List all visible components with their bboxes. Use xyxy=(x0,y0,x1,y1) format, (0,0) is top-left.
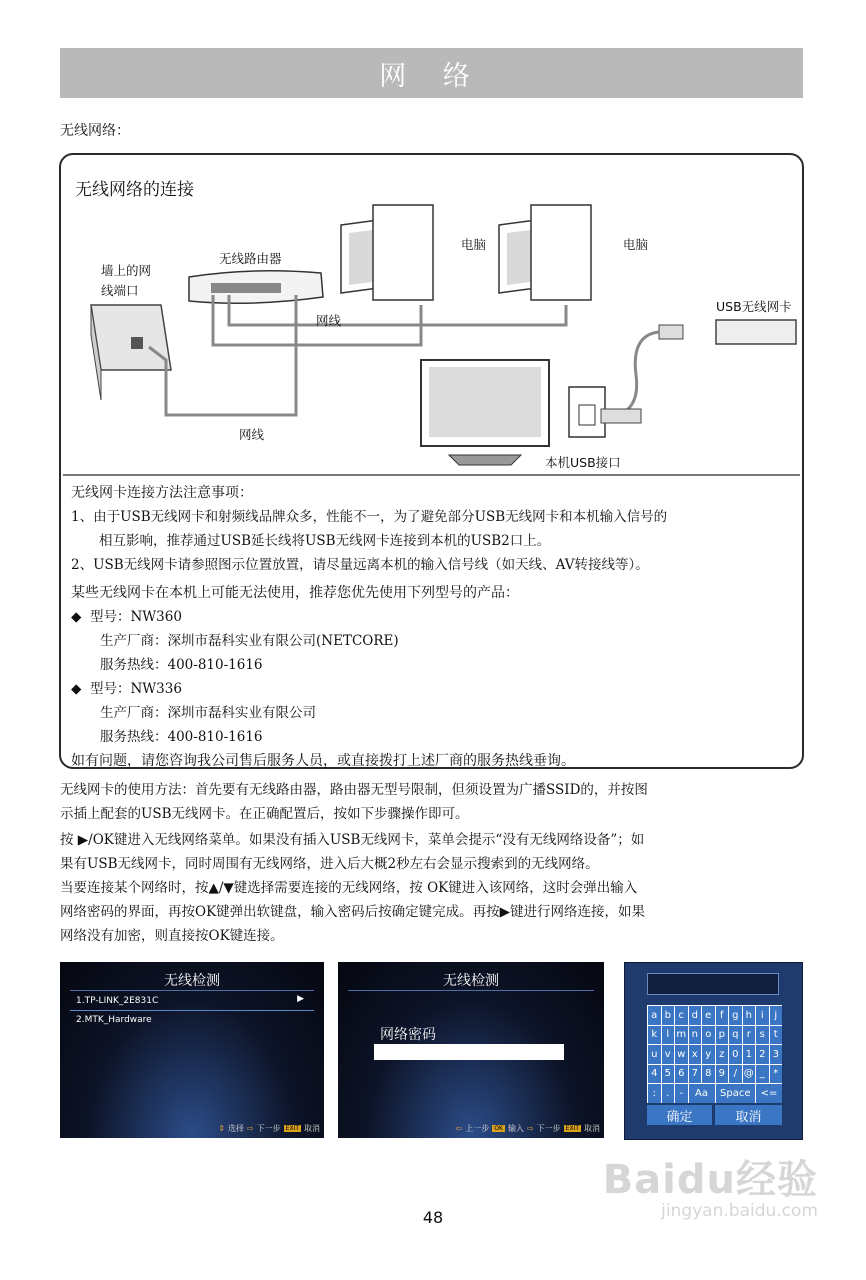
connect-line-1: 当要连接某个网络时，按▲/▼键选择需要连接的无线网络，按 OK键进入该网络，这时会弹出输入 xyxy=(60,880,638,896)
note-item-2: 2、USB无线网卡请参照图示位置放置，请尽量远离本机的输入信号线（如天线、AV转接线等）。 xyxy=(71,557,649,573)
keyboard-key[interactable]: @ xyxy=(743,1065,756,1084)
wireless-info-box xyxy=(59,153,804,769)
keyboard-key[interactable]: : xyxy=(648,1084,661,1103)
keyboard-key[interactable]: r xyxy=(743,1026,756,1045)
password-label: 网络密码 xyxy=(380,1027,436,1043)
keyboard-key[interactable]: h xyxy=(743,1006,756,1025)
product-1-model-row xyxy=(71,605,792,629)
wall-port-icon xyxy=(131,337,143,349)
keyboard-key[interactable]: d xyxy=(689,1006,702,1025)
usb-extension-cable xyxy=(609,332,659,417)
footer-input: 输入 xyxy=(507,1124,524,1133)
product-1-model: 型号：NW360 xyxy=(89,609,182,625)
network-item-1[interactable]: 1.TP-LINK_2E831C xyxy=(76,996,159,1006)
diagram-illustration xyxy=(61,155,802,475)
keyboard-key[interactable]: 0 xyxy=(729,1045,742,1064)
router-label: 无线路由器 xyxy=(219,251,282,266)
pc2-tower-icon xyxy=(531,205,591,300)
connect-line-3: 网络没有加密，则直接按OK键连接。 xyxy=(60,928,284,944)
product-1-maker: 生产厂商：深圳市磊科实业有限公司(NETCORE) xyxy=(100,633,399,649)
right-arrow-icon: ⇨ xyxy=(246,1124,254,1133)
keyboard-key[interactable]: 6 xyxy=(675,1065,688,1084)
page-title: 网 络 xyxy=(379,60,484,92)
section-label: 无线网络： xyxy=(60,123,130,139)
keyboard-key[interactable]: m xyxy=(675,1026,688,1045)
pc2-label: 电脑 xyxy=(623,237,649,252)
screen-wifi-list xyxy=(60,962,324,1138)
cable-label-upper: 网线 xyxy=(316,313,342,328)
footer-prev: 上一步 xyxy=(465,1124,490,1133)
cable-label-lower: 网线 xyxy=(239,427,265,442)
keyboard-key[interactable]: 9 xyxy=(716,1065,729,1084)
left-arrow-icon: ⇦ xyxy=(455,1124,463,1133)
keyboard-key[interactable]: a xyxy=(648,1006,661,1025)
menu-line-1: 按 ▶/OK键进入无线网络菜单。如果没有插入USB无线网卡，菜单会提示“没有无线网络设备”；如 xyxy=(60,832,645,848)
play-arrow-icon: ▶ xyxy=(297,994,304,1004)
pc1-label: 电脑 xyxy=(461,237,487,252)
product-2-hotline: 服务热线：400-810-1616 xyxy=(100,729,263,745)
exit-badge: EXIT xyxy=(565,1125,579,1132)
notes-footer: 如有问题，请您咨询我公司售后服务人员，或直接拨打上述厂商的服务热线垂询。 xyxy=(71,753,575,769)
screen2-footer xyxy=(456,1123,600,1134)
keyboard-key[interactable]: n xyxy=(689,1026,702,1045)
right-arrow-icon: ⇨ xyxy=(526,1124,534,1133)
keyboard-key[interactable]: q xyxy=(729,1026,742,1045)
keyboard-key[interactable]: 2 xyxy=(756,1045,769,1064)
keyboard-key[interactable]: g xyxy=(729,1006,742,1025)
keyboard-key[interactable]: - xyxy=(675,1084,688,1103)
keyboard-key[interactable]: b xyxy=(662,1006,675,1025)
recommend-text: 某些无线网卡在本机上可能无法使用，推荐您优先使用下列型号的产品： xyxy=(71,585,519,601)
keyboard-key[interactable]: Aa xyxy=(689,1084,715,1103)
keyboard-key[interactable]: _ xyxy=(756,1065,769,1084)
keyboard-key[interactable]: 5 xyxy=(662,1065,675,1084)
product-1-hotline: 服务热线：400-810-1616 xyxy=(100,657,263,673)
connection-diagram xyxy=(61,155,802,475)
keyboard-key[interactable]: w xyxy=(675,1045,688,1064)
updown-icon: ⇕ xyxy=(218,1124,225,1133)
footer-cancel: 取消 xyxy=(584,1124,600,1133)
watermark-url: jingyan.baidu.com xyxy=(661,1201,818,1221)
keyboard-key[interactable]: . xyxy=(662,1084,675,1103)
usb-dongle-label: USB无线网卡 xyxy=(716,299,792,314)
cancel-button[interactable]: 取消 xyxy=(715,1105,782,1125)
network-item-2[interactable]: 2.MTK_Hardware xyxy=(76,1015,152,1025)
keyboard-key[interactable]: p xyxy=(716,1026,729,1045)
menu-paragraph xyxy=(60,828,805,876)
note-item-1-line1: 1、由于USB无线网卡和射频线品牌众多，性能不一，为了避免部分USB无线网卡和本机输入信号的 xyxy=(71,509,668,525)
diamond-bullet-icon: ◆ xyxy=(71,609,82,625)
footer-select: 选择 xyxy=(227,1124,244,1133)
pc1-tower-icon xyxy=(373,205,433,300)
keyboard-key[interactable]: k xyxy=(648,1026,661,1045)
keyboard-input-display xyxy=(647,973,779,995)
screen2-title: 无线检测 xyxy=(443,973,499,989)
keyboard-key[interactable]: f xyxy=(716,1006,729,1025)
keyboard-key[interactable]: i xyxy=(756,1006,769,1025)
keyboard-key[interactable]: / xyxy=(729,1065,742,1084)
page-header xyxy=(60,48,803,98)
keyboard-key[interactable]: s xyxy=(756,1026,769,1045)
connect-paragraph xyxy=(60,876,805,948)
keyboard-key[interactable]: Space xyxy=(716,1084,756,1103)
keyboard-key[interactable]: 3 xyxy=(770,1045,783,1064)
connect-line-2: 网络密码的界面，再按OK键弹出软键盘，输入密码后按确定键完成。再按▶键进行网络连接，如果 xyxy=(60,904,646,920)
keyboard-keys xyxy=(648,1006,782,1103)
keyboard-key[interactable]: c xyxy=(675,1006,688,1025)
product-2-maker: 生产厂商：深圳市磊科实业有限公司 xyxy=(100,705,316,721)
usb-dongle-icon xyxy=(716,320,796,344)
page-number: 48 xyxy=(422,1208,444,1227)
notes-heading: 无线网卡连接方法注意事项： xyxy=(71,485,253,501)
keyboard-key[interactable]: x xyxy=(689,1045,702,1064)
watermark-logo: Baidu经验 xyxy=(602,1157,818,1203)
keyboard-key[interactable]: * xyxy=(770,1065,783,1084)
keyboard-key[interactable]: 7 xyxy=(689,1065,702,1084)
keyboard-key[interactable]: <= xyxy=(756,1084,782,1103)
usage-paragraph xyxy=(60,778,805,826)
note-item-1-line2: 相互影响，推荐通过USB延长线将USB无线网卡连接到本机的USB2口上。 xyxy=(99,533,551,549)
keyboard-key[interactable]: o xyxy=(702,1026,715,1045)
keyboard-key[interactable]: y xyxy=(702,1045,715,1064)
exit-badge: EXIT xyxy=(285,1125,299,1132)
diamond-bullet-icon: ◆ xyxy=(71,681,82,697)
confirm-button[interactable]: 确定 xyxy=(647,1105,712,1125)
keyboard-key[interactable]: z xyxy=(716,1045,729,1064)
footer-cancel: 取消 xyxy=(304,1124,320,1133)
screen1-title: 无线检测 xyxy=(164,973,220,989)
footer-next: 下一步 xyxy=(536,1124,561,1133)
keyboard-key[interactable]: l xyxy=(662,1026,675,1045)
keyboard-key[interactable]: j xyxy=(770,1006,783,1025)
footer-next: 下一步 xyxy=(256,1124,281,1133)
password-input[interactable] xyxy=(374,1044,564,1060)
diagram-title: 无线网络的连接 xyxy=(75,180,194,200)
usage-line-2: 示插上配套的USB无线网卡。在正确配置后，按如下步骤操作即可。 xyxy=(60,806,469,822)
keyboard-key[interactable]: 4 xyxy=(648,1065,661,1084)
cable-wall-router xyxy=(149,295,296,415)
keyboard-key[interactable]: u xyxy=(648,1045,661,1064)
screen-password xyxy=(338,962,604,1138)
notes-divider xyxy=(63,474,800,476)
usage-line-1: 无线网卡的使用方法：首先要有无线路由器，路由器无型号限制，但须设置为广播SSID的，并按图 xyxy=(60,782,648,798)
screen1-footer xyxy=(218,1123,320,1134)
product-2-model-row xyxy=(71,677,792,701)
ok-badge: OK xyxy=(494,1125,503,1132)
keyboard-key[interactable]: t xyxy=(770,1026,783,1045)
product-2-model: 型号：NW336 xyxy=(89,681,182,697)
notes-section xyxy=(71,481,792,773)
soft-keyboard xyxy=(624,962,803,1140)
keyboard-key[interactable]: v xyxy=(662,1045,675,1064)
keyboard-key[interactable]: e xyxy=(702,1006,715,1025)
wall-port-label: 墙上的网 线端口 xyxy=(101,263,152,298)
keyboard-key[interactable]: 1 xyxy=(743,1045,756,1064)
usb-port-label: 本机USB接口 xyxy=(545,455,621,470)
menu-line-2: 果有USB无线网卡，同时周围有无线网络，进入后大概2秒左右会显示搜索到的无线网络。 xyxy=(60,856,599,872)
keyboard-key[interactable]: 8 xyxy=(702,1065,715,1084)
